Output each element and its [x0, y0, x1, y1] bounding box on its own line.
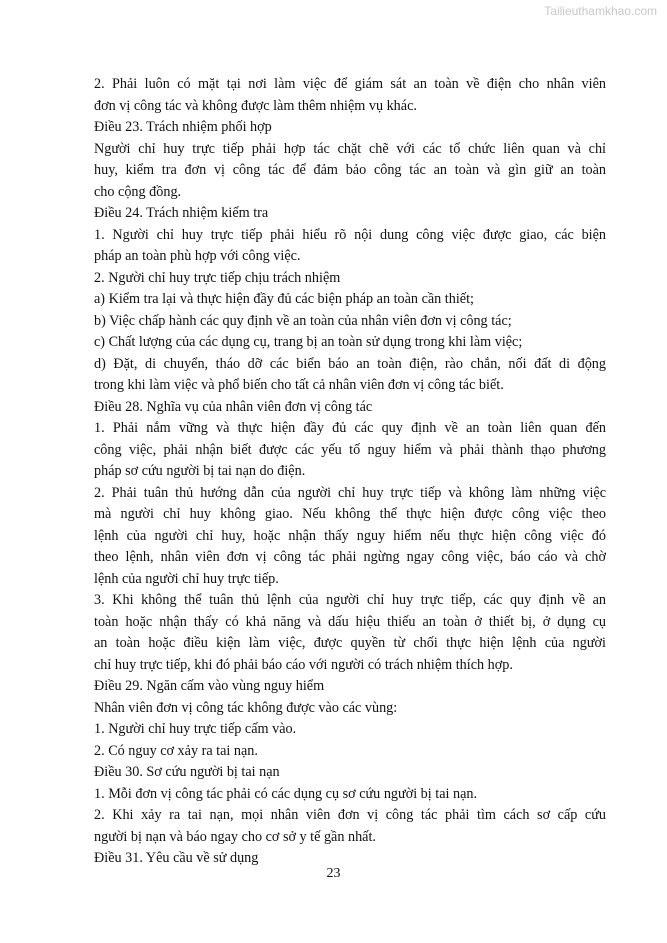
watermark-text: Tailieuthamkhao.com: [544, 4, 657, 18]
text-line: 2. Phải luôn có mặt tại nơi làm việc để giám sát an toàn về điện cho nhân viên: [94, 76, 606, 92]
text-line: 3. Khi không thể tuân thủ lệnh của người chỉ huy trực tiếp, các quy định về an: [94, 592, 606, 608]
text-line: lệnh của người chỉ huy, hoặc nhận thấy nguy hiểm nếu thực hiện công việc đó: [94, 527, 606, 544]
text-line: toàn hoặc nhận thấy có khả năng và dấu hiệu thiếu an toàn ở thiết bị, ở dụng cụ: [94, 613, 606, 630]
text-line: 2. Có nguy cơ xảy ra tai nạn.: [94, 742, 258, 759]
text-line: a) Kiểm tra lại và thực hiện đầy đủ các biện pháp an toàn cần thiết;: [94, 291, 474, 307]
text-line: c) Chất lượng của các dụng cụ, trang bị an toàn sử dụng trong khi làm việc;: [94, 334, 523, 350]
text-line: pháp sơ cứu người bị tai nạn do điện.: [94, 463, 306, 479]
text-line: b) Việc chấp hành các quy định về an toàn của nhân viên đơn vị công tác;: [94, 312, 512, 329]
text-line: huy, kiểm tra đơn vị công tác để đảm bảo công tác an toàn và gìn giữ an toàn: [94, 162, 606, 178]
text-line: 2. Phải tuân thủ hướng dẫn của người chỉ huy trực tiếp và không làm những việc: [94, 484, 606, 501]
text-line: 2. Người chỉ huy trực tiếp chịu trách nhiệm: [94, 269, 341, 286]
text-line: cho cộng đồng.: [94, 183, 182, 200]
text-line: 1. Người chỉ huy trực tiếp cấm vào.: [94, 721, 297, 737]
text-line: 1. Người chỉ huy trực tiếp phải hiểu rõ nội dung công việc được giao, các biện: [94, 226, 606, 243]
text-line: chỉ huy trực tiếp, khi đó phải báo cáo với người có trách nhiệm thích hợp.: [94, 656, 513, 673]
article-heading: Điều 28. Nghĩa vụ của nhân viên đơn vị công tác: [94, 398, 373, 415]
text-line: theo lệnh, nhân viên đơn vị công tác phải ngừng ngay công việc, báo cáo và chờ: [94, 549, 606, 565]
text-line: công việc, phải nhận biết được các yếu tố nguy hiểm và phải thành thạo phương: [94, 441, 606, 458]
text-line: pháp an toàn phù hợp với công việc.: [94, 248, 301, 264]
article-heading: Điều 31. Yêu cầu về sử dụng: [94, 850, 259, 866]
text-line: d) Đặt, di chuyển, tháo dỡ các biển báo an toàn điện, rào chắn, nối đất di động: [94, 355, 606, 372]
text-line: trong khi làm việc và phổ biến cho tất cả nhân viên đơn vị công tác biết.: [94, 377, 504, 393]
text-line: 1. Mỗi đơn vị công tác phải có các dụng cụ sơ cứu người bị tai nạn.: [94, 785, 478, 802]
article-heading: Điều 29. Ngăn cấm vào vùng nguy hiểm: [94, 678, 325, 694]
article-heading: Điều 23. Trách nhiệm phối hợp: [94, 119, 272, 135]
text-line: Nhân viên đơn vị công tác không được vào các vùng:: [94, 699, 398, 716]
article-heading: Điều 30. Sơ cứu người bị tai nạn: [94, 764, 280, 780]
text-line: lệnh của người chỉ huy trực tiếp.: [94, 570, 279, 587]
text-line: đơn vị công tác và không được làm thêm nhiệm vụ khác.: [94, 97, 417, 114]
page-number: 23: [326, 866, 341, 881]
text-line: mà người chỉ huy không giao. Nếu không thể thực hiện được công việc theo: [94, 506, 606, 522]
document-body: [94, 74, 606, 870]
text-line: 1. Phải nắm vững và thực hiện đầy đủ các quy định về an toàn liên quan đến: [94, 420, 606, 436]
article-heading: Điều 24. Trách nhiệm kiểm tra: [94, 205, 269, 221]
text-line: an toàn hoặc điều kiện làm việc, được quyền từ chối thực hiện lệnh của người: [94, 635, 606, 651]
text-line: Người chỉ huy trực tiếp phải hợp tác chặt chẽ với các tổ chức liên quan và chỉ: [94, 140, 606, 157]
text-line: 2. Khi xảy ra tai nạn, mọi nhân viên đơn vị công tác phải tìm cách sơ cấp cứu: [94, 807, 606, 823]
text-line: người bị nạn và báo ngay cho cơ sở y tế gần nhất.: [94, 828, 376, 845]
